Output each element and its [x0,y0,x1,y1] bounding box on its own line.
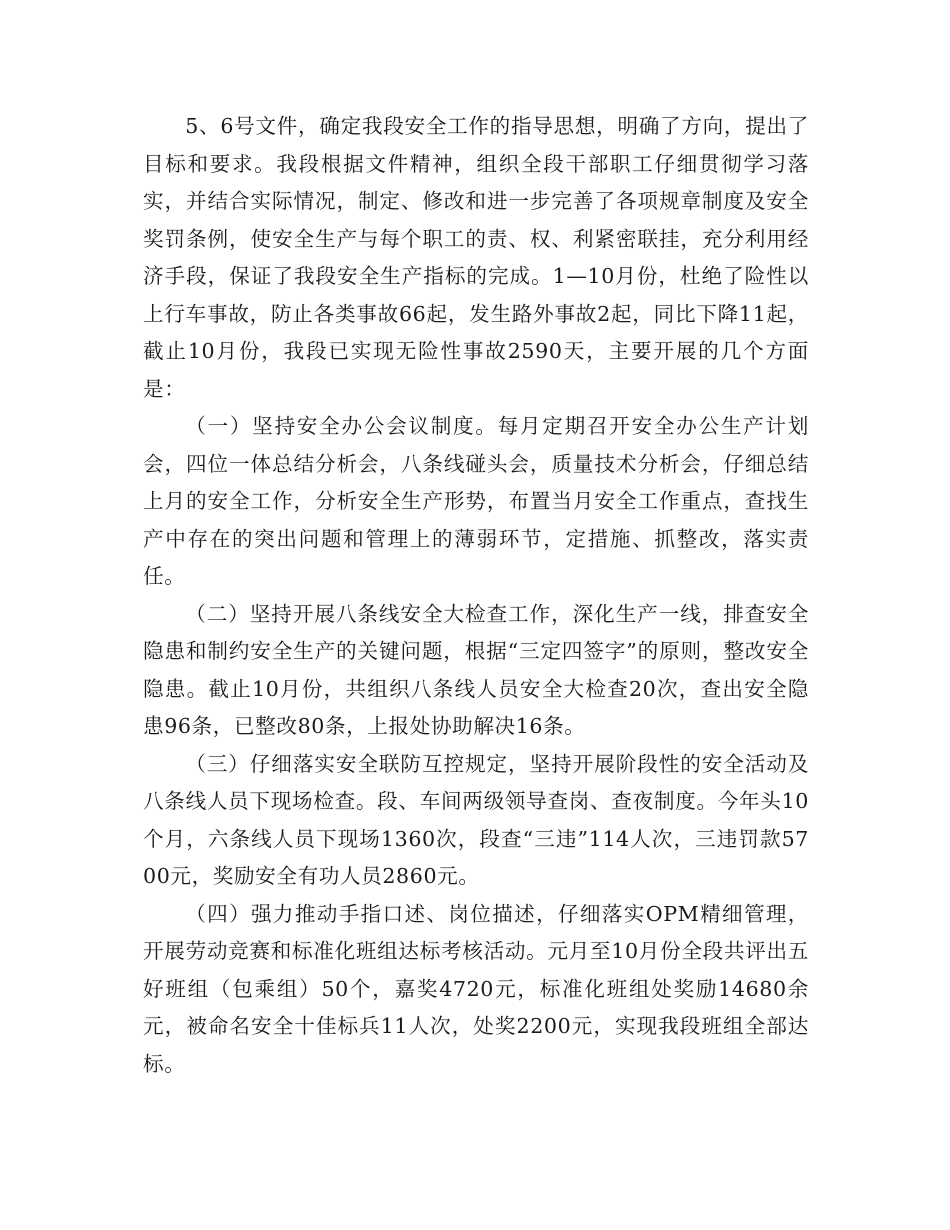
paragraph-section-1: （一）坚持安全办公会议制度。每月定期召开安全办公生产计划会，四位一体总结分析会，八条线碰头会，质量技术分析会，仔细总结上月的安全工作，分析安全生产形势，布置当月安全工作重点，查找生产中存在的突出问题和管理上的薄弱环节，定措施、抓整改，落实责任。 [143,414,809,588]
paragraph-section-4: （四）强力推动手指口述、岗位描述，仔细落实OPM精细管理，开展劳动竞赛和标准化班组达标考核活动。元月至10月份全段共评出五好班组（包乘组）50个，嘉奖4720元，标准化班组处奖励14680余元，被命名安全十佳标兵11人次，处奖2200元，实现我段班组全部达标。 [143,901,809,1076]
document-body [143,108,809,1083]
paragraph-section-2: （二）坚持开展八条线安全大检查工作，深化生产一线，排查安全隐患和制约安全生产的关键问题，根据“三定四签字”的原则，整改安全隐患。截止10月份，共组织八条线人员安全大检查20次，查出安全隐患96条，已整改80条，上报处协助解决16条。 [143,601,809,738]
paragraph-section-3: （三）仔细落实安全联防互控规定，坚持开展阶段性的安全活动及八条线人员下现场检查。段、车间两级领导查岗、查夜制度。今年头10个月，六条线人员下现场1360次，段查“三违”114人次，三违罚款5700元，奖励安全有功人员2860元。 [143,751,809,888]
paragraph-intro: 5、6号文件，确定我段安全工作的指导思想，明确了方向，提出了目标和要求。我段根据文件精神，组织全段干部职工仔细贯彻学习落实，并结合实际情况，制定、修改和进一步完善了各项规章制度及安全奖罚条例，使安全生产与每个职工的责、权、利紧密联挂，充分利用经济手段，保证了我段安全生产指标的完成。1—10月份，杜绝了险性以上行车事故，防止各类事故66起，发生路外事故2起，同比下降11起，截止10月份，我段已实现无险性事故2590天，主要开展的几个方面是： [143,114,809,401]
